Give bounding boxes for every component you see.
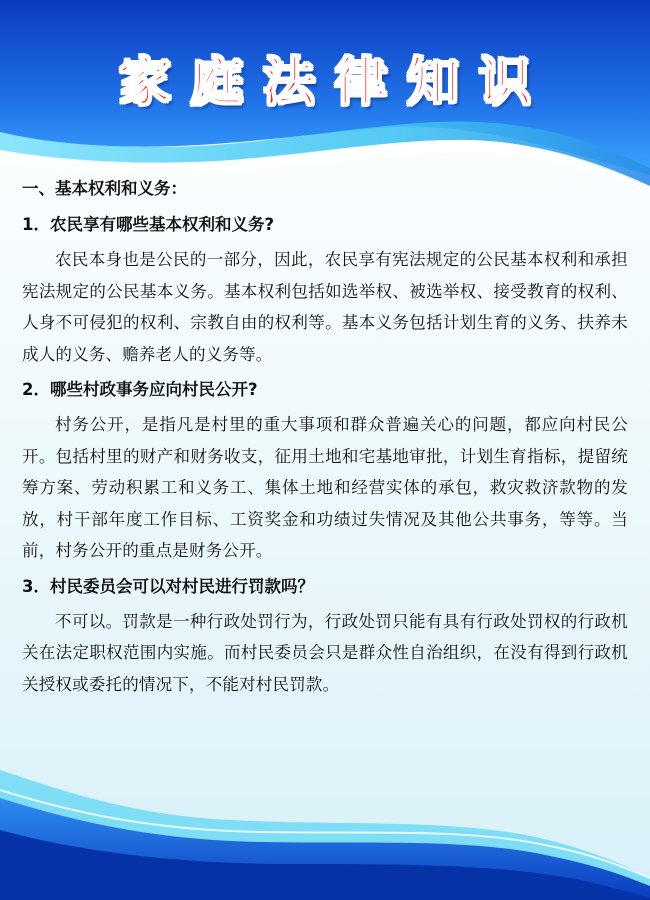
answer-1: 农民本身也是公民的一部分，因此，农民享有宪法规定的公民基本权利和承担宪法规定的公民基本义务。基本权利包括如选举权、被选举权、接受教育的权利、人身不可侵犯的权利、宗教自由的权利等。基本义务包括计划生育的义务、扶养未成人的义务、赡养老人的义务等。 xyxy=(22,250,628,364)
question-1: 1．农民享有哪些基本权利和义务? xyxy=(22,215,275,234)
question-2: 2．哪些村政事务应向村民公开? xyxy=(22,380,258,399)
poster-title: 家庭法律知识 xyxy=(118,52,551,113)
content-body xyxy=(22,178,628,709)
question-3: 3．村民委员会可以对村民进行罚款吗？ xyxy=(22,576,314,596)
answer-3: 不可以。罚款是一种行政处罚行为，行政处罚只能有具有行政处罚权的行政机关在法定职权范围内实施。而村民委员会只是群众性自治组织，在没有得到行政机关授权或委托的情况下，不能对村民罚款。 xyxy=(22,611,628,694)
section-heading: 一、基本权利和义务： xyxy=(22,179,187,198)
bottom-wave-banner xyxy=(0,760,650,900)
answer-2: 村务公开，是指凡是村里的重大事项和群众普遍关心的问题，都应向村民公开。包括村里的财产和财务收支，征用土地和宅基地审批，计划生育指标，提留统筹方案、劳动积累工和义务工、集体土地和经营实体的承包，救灾救济款物的发放，村干部年度工作目标、工资奖金和功绩过失情况及其他公共事务，等等。当前，村务公开的重点是财务公开。 xyxy=(22,415,628,560)
